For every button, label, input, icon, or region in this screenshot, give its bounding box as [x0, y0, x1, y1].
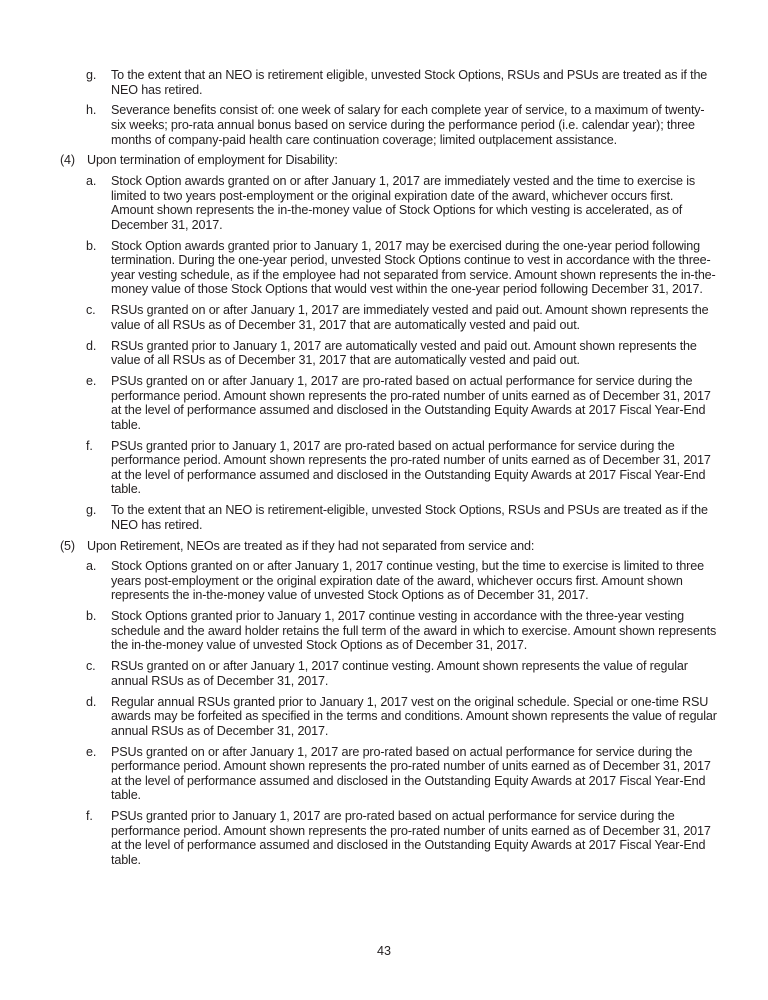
item-marker: h.	[86, 103, 97, 118]
item-marker: f.	[86, 809, 93, 824]
section-heading: Upon Retirement, NEOs are treated as if they had not separated from service and:	[87, 538, 535, 553]
disability-item-g	[0, 503, 768, 532]
section-4-disability	[0, 153, 768, 168]
item-text: PSUs granted prior to January 1, 2017 are pro-rated based on actual performance for service during the performance period. Amount shown represents the pro-rated number of units earned as of December 31, 2017 at the level of performance assumed and disclosed in the Outstanding Equity Awards at 2017 Fiscal Year-End table.	[111, 438, 711, 497]
retirement-item-c	[0, 659, 768, 688]
item-text: Stock Option awards granted on or after January 1, 2017 are immediately vested and the time to exercise is limited to two years post-employment or the original expiration date of the award, whichever occurs first. Amount shown represents the in-the-money value of Stock Options for which vesting is accelerated, as of December 31, 2017.	[111, 174, 696, 232]
disability-item-d	[0, 339, 768, 368]
retirement-item-d	[0, 695, 768, 739]
footnote-item-h-severance	[0, 103, 768, 147]
disability-item-b	[0, 239, 768, 297]
item-text: Severance benefits consist of: one week of salary for each complete year of service, to a maximum of twenty-six weeks; pro-rata annual bonus based on service during the performance period (i.e. calendar year); three months of company-paid health care continuation coverage; limited outplacement assistance.	[111, 103, 705, 147]
item-text: Regular annual RSUs granted prior to January 1, 2017 vest on the original schedule. Special or one-time RSU awards may be forfeited as specified in the terms and conditions. Amount shown represents the value of regular annual RSUs as of December 31, 2017.	[111, 694, 717, 738]
item-marker: d.	[86, 338, 97, 353]
item-text: To the extent that an NEO is retirement-eligible, unvested Stock Options, RSUs and PSUs are treated as if the NEO has retired.	[111, 503, 708, 532]
item-text: Stock Options granted on or after January 1, 2017 continue vesting, but the time to exercise is limited to three years post-employment or the original expiration date of the award, whichever occurs first. Amount shown represents the in-the-money value of unvested Stock Options as of December 31, 2017.	[111, 559, 704, 603]
item-text: RSUs granted on or after January 1, 2017 continue vesting. Amount shown represents the value of regular annual RSUs as of December 31, 2017.	[111, 659, 688, 688]
item-marker: b.	[86, 609, 97, 624]
item-text: PSUs granted prior to January 1, 2017 are pro-rated based on actual performance for service during the performance period. Amount shown represents the pro-rated number of units earned as of December 31, 2017 at the level of performance assumed and disclosed in the Outstanding Equity Awards at 2017 Fiscal Year-End table.	[111, 809, 711, 867]
section-marker: (4)	[60, 153, 75, 168]
retirement-item-b	[0, 609, 768, 653]
item-marker: c.	[86, 303, 96, 318]
item-marker: g.	[86, 68, 97, 82]
document-body	[0, 68, 768, 874]
item-marker: f.	[86, 438, 93, 453]
retirement-item-e	[0, 745, 768, 803]
item-text: Stock Options granted prior to January 1, 2017 continue vesting in accordance with the three-year vesting schedule and the award holder retains the full term of the award in which to exercise. Amount shown represents the in-the-money value of unvested Stock Options as of December 31, 2017.	[111, 609, 717, 653]
footnote-item-g-termination	[0, 68, 768, 97]
item-marker: d.	[86, 694, 97, 709]
disability-item-c	[0, 303, 768, 332]
item-text: To the extent that an NEO is retirement eligible, unvested Stock Options, RSUs and PSUs are treated as if the NEO has retired.	[111, 68, 708, 97]
item-text: RSUs granted prior to January 1, 2017 are automatically vested and paid out. Amount shown represents the value of all RSUs as of December 31, 2017 that are automatically vested and paid out.	[111, 338, 697, 368]
section-heading: Upon termination of employment for Disability:	[87, 153, 338, 168]
item-marker: e.	[86, 374, 97, 388]
retirement-item-a	[0, 559, 768, 603]
item-marker: b.	[86, 238, 97, 253]
item-text: PSUs granted on or after January 1, 2017 are pro-rated based on actual performance for service during the performance period. Amount shown represents the pro-rated number of units earned as of December 31, 2017 at the level of performance assumed and disclosed in the Outstanding Equity Awards at 2017 Fiscal Year-End table.	[111, 374, 711, 432]
item-marker: a.	[86, 174, 97, 189]
disability-item-e	[0, 374, 768, 432]
disability-item-f	[0, 439, 768, 497]
item-text: PSUs granted on or after January 1, 2017 are pro-rated based on actual performance for service during the performance period. Amount shown represents the pro-rated number of units earned as of December 31, 2017 at the level of performance assumed and disclosed in the Outstanding Equity Awards at 2017 Fiscal Year-End table.	[111, 744, 711, 803]
item-marker: a.	[86, 559, 97, 574]
item-marker: e.	[86, 744, 97, 759]
item-text: Stock Option awards granted prior to January 1, 2017 may be exercised during the one-year period following termination. During the one-year period, unvested Stock Options continue to vest in accordance with the three-year vesting schedule, as if the employee had not separated from service. Amount shown represents the in-the-money value of those Stock Options that would vest within the one-year period following December 31, 2017.	[111, 238, 716, 297]
item-text: RSUs granted on or after January 1, 2017 are immediately vested and paid out. Amount shown represents the value of all RSUs as of December 31, 2017 that are automatically vested and paid out.	[111, 303, 709, 332]
page-number: 43	[376, 944, 391, 958]
disability-item-a	[0, 174, 768, 232]
item-marker: c.	[86, 659, 96, 674]
section-5-retirement	[0, 539, 768, 554]
section-marker: (5)	[60, 538, 75, 553]
retirement-item-f	[0, 809, 768, 867]
item-marker: g.	[86, 503, 97, 518]
